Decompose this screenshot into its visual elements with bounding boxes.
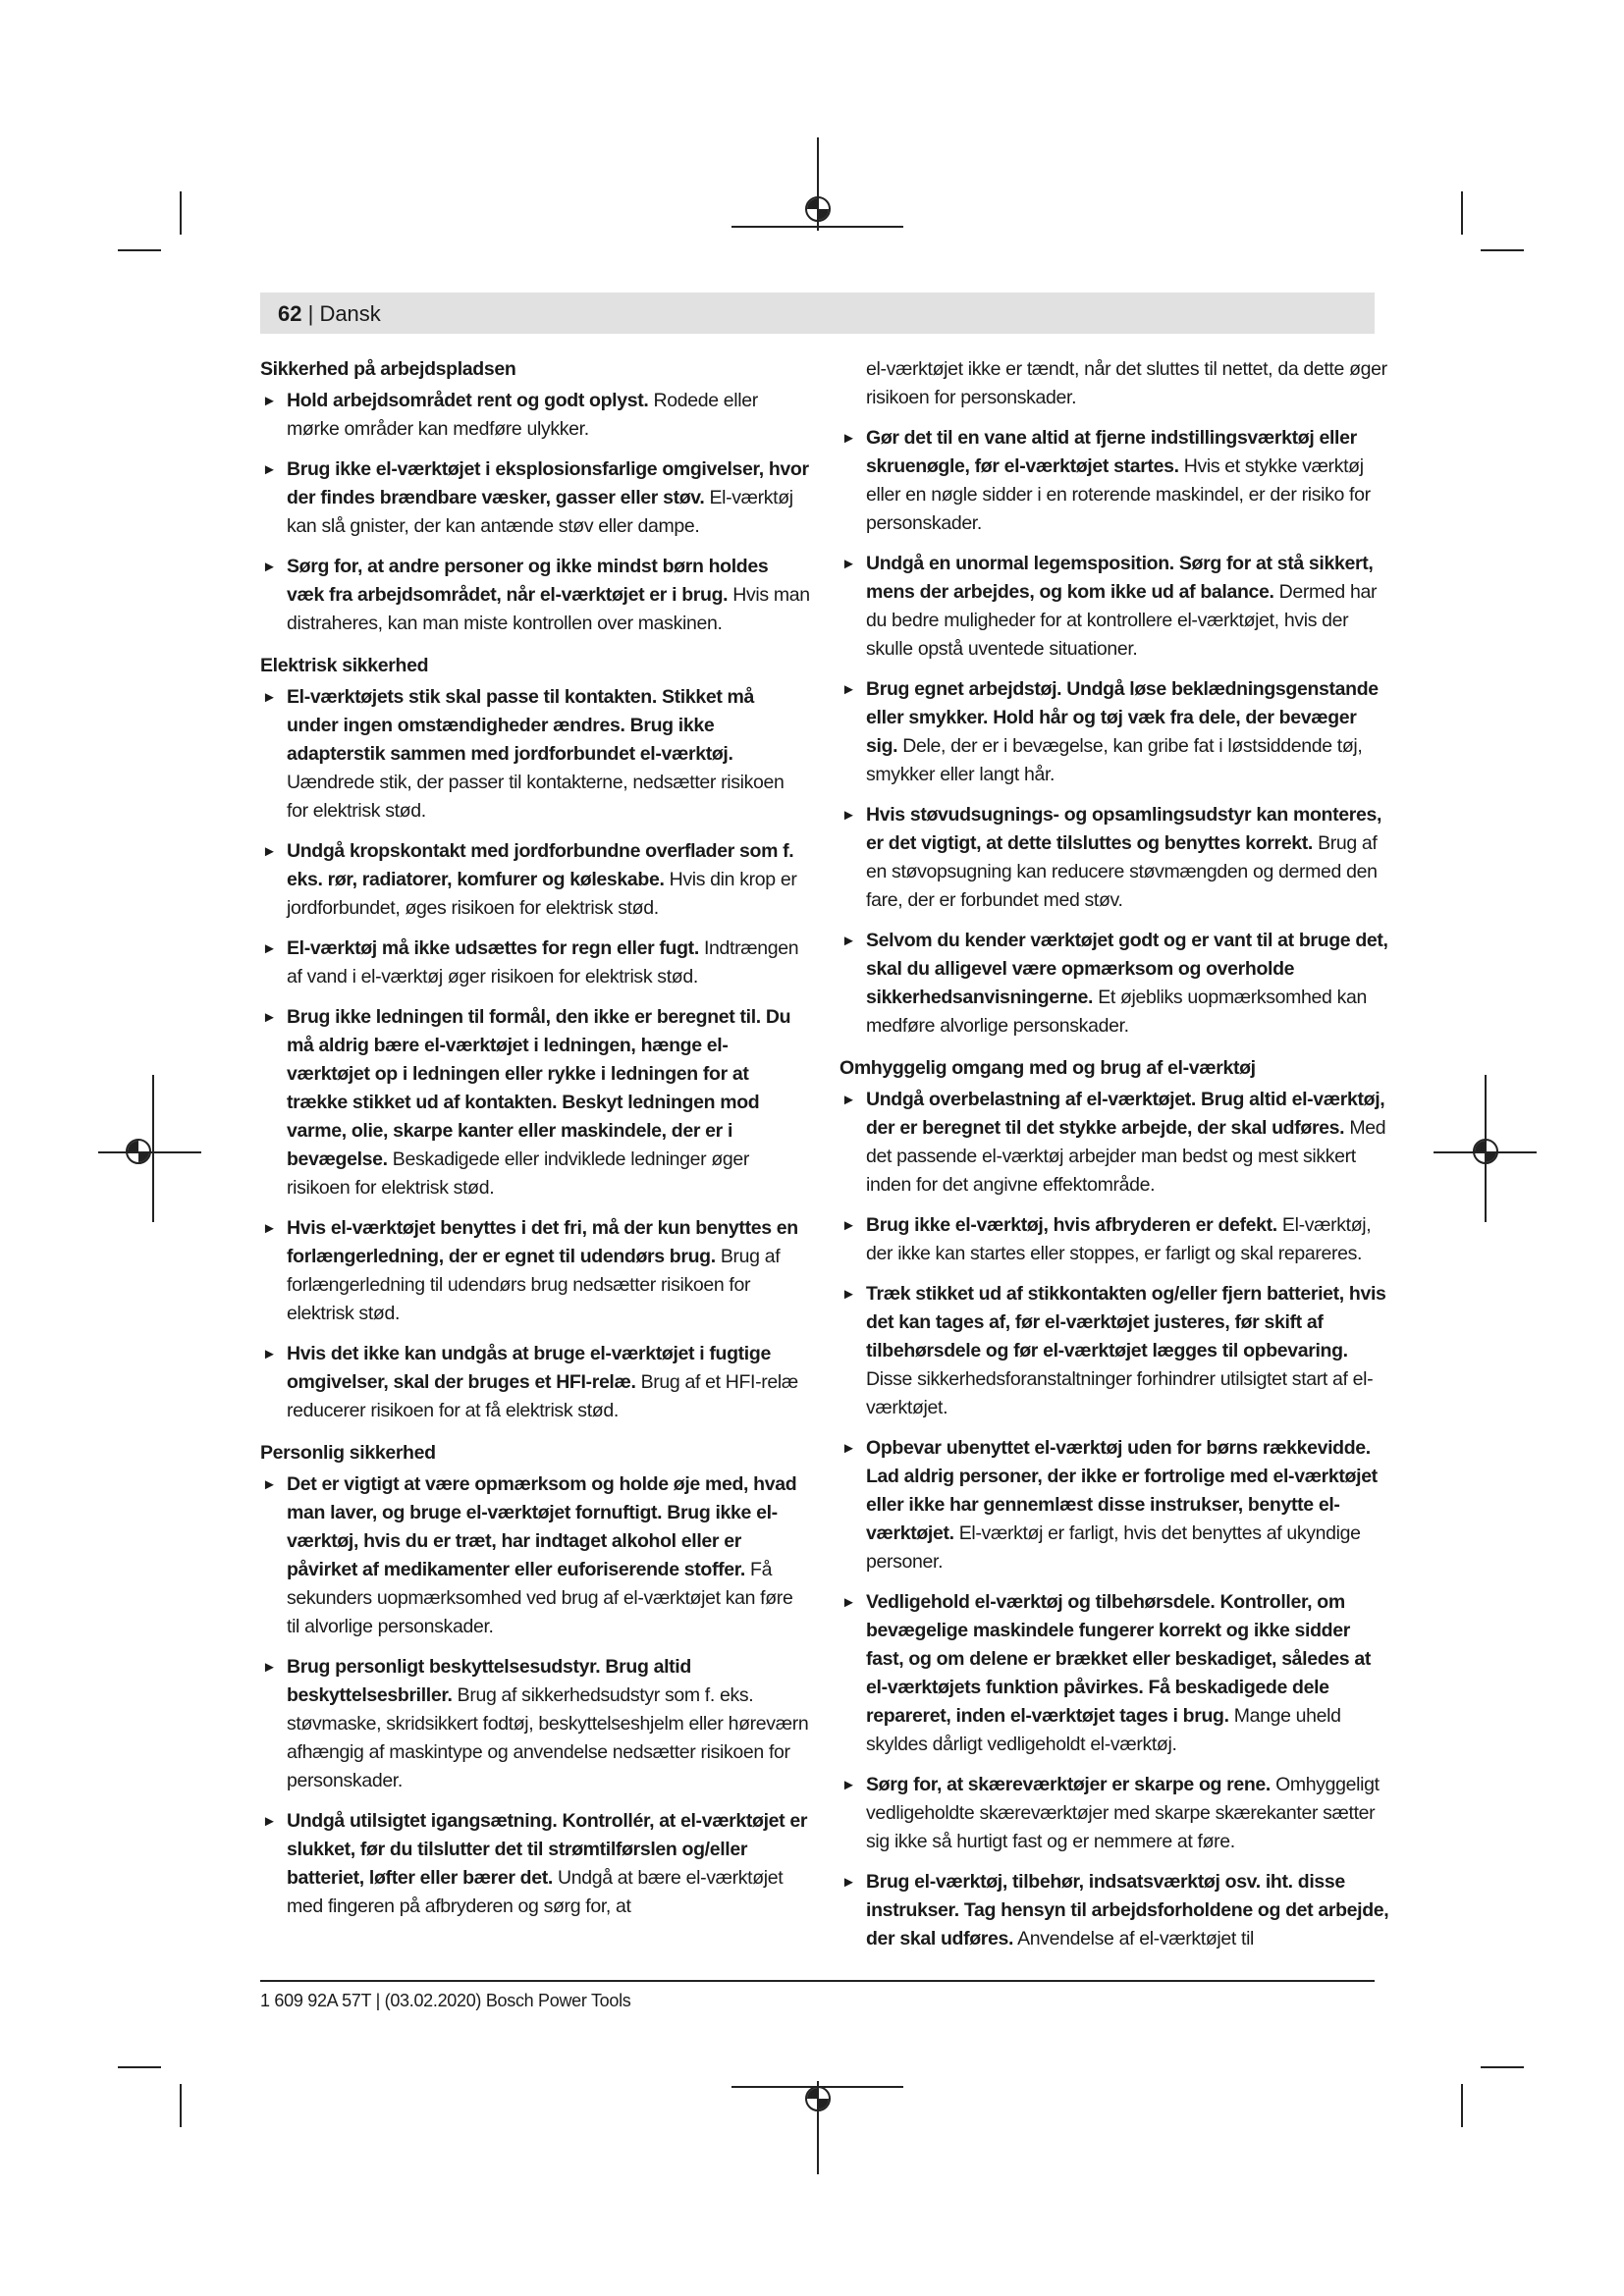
- safety-item: [839, 1280, 1389, 1422]
- item-bold: Gør det til en vane altid at fjerne indstillingsværktøj eller skruenøgle, før el-værktøjet startes.: [866, 427, 1357, 477]
- item-bold: Sørg for, at andre personer og ikke mindst børn holdes væk fra arbejdsområdet, når el-værktøjet er i brug.: [287, 556, 769, 606]
- safety-item: [260, 1214, 810, 1328]
- safety-item: [839, 1588, 1389, 1759]
- item-text: Indtrængen af vand i el-værktøj øger risikoen for elektrisk stød.: [287, 937, 799, 988]
- registration-target-icon: [805, 196, 831, 222]
- item-bold: Hvis det ikke kan undgås at bruge el-værktøjet i fugtige omgivelser, skal der bruges et HFI-relæ.: [287, 1343, 771, 1393]
- item-bold: Selvom du kender værktøjet godt og er vant til at bruge det, skal du alligevel være opmærksom og overholde sikkerhedsanvisningerne.: [866, 930, 1388, 1008]
- safety-item: [260, 934, 810, 991]
- registration-line: [731, 226, 903, 228]
- item-text: Hvis din krop er jordforbundet, øges risikoen for elektrisk stød.: [287, 869, 797, 919]
- item-bold: Undgå kropskontakt med jordforbundne overflader som f. eks. rør, radiatorer, komfurer og køleskabe.: [287, 840, 794, 890]
- item-text: Brug af et HFI-relæ reducerer risikoen for at få elektrisk stød.: [287, 1371, 798, 1421]
- item-bold: Vedligehold el-værktøj og tilbehørsdele. Kontroller, om bevægelige maskindele fungerer korrekt og ikke sidder fast, og om delene er brækket eller beskadiget, således at el-værktøjets funktion påvirkes. Få beskadigede dele repareret, inden el-værktøjet tages i brug.: [866, 1591, 1371, 1727]
- safety-item: [260, 683, 810, 826]
- item-text: Hvis et stykke værktøj eller en nøgle sidder i en roterende maskindel, er der risiko for personskader.: [866, 455, 1371, 534]
- safety-item: [839, 1211, 1389, 1268]
- safety-item: [839, 1771, 1389, 1856]
- crop-mark: [1461, 2084, 1463, 2127]
- item-bold: Opbevar ubenyttet el-værktøj uden for børns rækkevidde. Lad aldrig personer, der ikke er fortrolige med el-værktøjet eller ikke har gennemlæst disse instrukser, benytte el-værktøjet.: [866, 1437, 1378, 1544]
- item-bold: Træk stikket ud af stikkontakten og/eller fjern batteriet, hvis det kan tages af, før el-værktøjet justeres, før skift af tilbehørsdele og før el-værktøjet lægges til opbevaring.: [866, 1283, 1386, 1362]
- item-text: Rodede eller mørke områder kan medføre ulykker.: [287, 390, 758, 440]
- page-header-bar: [260, 293, 1375, 334]
- item-bold: Brug ikke el-værktøj, hvis afbryderen er defekt.: [866, 1214, 1277, 1236]
- crop-mark: [180, 191, 182, 235]
- item-bold: Undgå en unormal legemsposition. Sørg for at stå sikkert, mens der arbejdes, og kom ikke ud af balance.: [866, 553, 1374, 603]
- continued-text: el-værktøjet ikke er tændt, når det sluttes til nettet, da dette øger risikoen for personskader.: [866, 358, 1387, 408]
- page-footer: 1 609 92A 57T | (03.02.2020) Bosch Power Tools: [260, 1991, 631, 2010]
- safety-item: [260, 1807, 810, 1921]
- section-heading: Elektrisk sikkerhed: [260, 655, 429, 676]
- item-bold: Brug personligt beskyttelsesudstyr. Brug altid beskyttelsesbriller.: [287, 1656, 691, 1706]
- item-text: Brug af sikkerhedsudstyr som f. eks. støvmaske, skridsikkert fodtøj, beskyttelseshjelm eller høreværn afhængig af maskintype og anvendelse nedsætter risikoen for personskader.: [287, 1684, 809, 1791]
- crop-mark: [118, 249, 161, 251]
- header-separator: |: [301, 301, 320, 326]
- item-bold: Brug ikke el-værktøjet i eksplosionsfarlige omgivelser, hvor der findes brændbare væsker, gasser eller støv.: [287, 458, 809, 508]
- crop-mark: [1461, 191, 1463, 235]
- item-bold: Undgå overbelastning af el-værktøjet. Brug altid el-værktøj, der er beregnet til det stykke arbejde, der skal udføres.: [866, 1089, 1385, 1139]
- right-column: [839, 355, 1389, 1965]
- item-text: Undgå at bære el-værktøjet med fingeren på afbryderen og sørg for, at: [287, 1867, 784, 1917]
- footer-rule: [260, 1980, 1375, 1982]
- item-text: Uændrede stik, der passer til kontakterne, nedsætter risikoen for elektrisk stød.: [287, 772, 785, 822]
- registration-target-icon: [1473, 1139, 1498, 1164]
- registration-line: [152, 1075, 154, 1222]
- item-bold: Brug egnet arbejdstøj. Undgå løse beklædningsgenstande eller smykker. Hold hår og tøj væk fra dele, der bevæger sig.: [866, 678, 1379, 757]
- header-language: Dansk: [319, 301, 381, 326]
- crop-mark: [180, 2084, 182, 2127]
- safety-item: [839, 927, 1389, 1041]
- item-bold: Det er vigtigt at være opmærksom og holde øje med, hvad man laver, og bruge el-værktøjet fornuftigt. Brug ikke el-værktøj, hvis du er træt, har indtaget alkohol eller er påvirket af medikamenter eller euforiserende stoffer.: [287, 1473, 797, 1580]
- safety-item: [839, 801, 1389, 915]
- item-text: Et øjebliks uopmærksomhed kan medføre alvorlige personskader.: [866, 987, 1367, 1037]
- safety-item: [839, 550, 1389, 664]
- item-text: El-værktøj, der ikke kan startes eller stoppes, er farligt og skal repareres.: [866, 1214, 1372, 1264]
- item-text: Anvendelse af el-værktøjet til: [1013, 1928, 1255, 1949]
- safety-item: [839, 424, 1389, 538]
- safety-item: [839, 1086, 1389, 1200]
- item-bold: Hold arbejdsområdet rent og godt oplyst.: [287, 390, 649, 411]
- item-text: Hvis man distraheres, kan man miste kontrollen over maskinen.: [287, 584, 810, 634]
- item-text: Omhyggeligt vedligeholdte skæreværktøjer med skarpe skærekanter sætter sig ikke så hurtigt fast og er nemmere at føre.: [866, 1774, 1380, 1852]
- safety-item: [260, 553, 810, 638]
- item-text: Dele, der er i bevægelse, kan gribe fat i løstsiddende tøj, smykker eller langt hår.: [866, 735, 1363, 785]
- item-bold: Sørg for, at skæreværktøjer er skarpe og rene.: [866, 1774, 1271, 1795]
- item-text: Dermed har du bedre muligheder for at kontrollere el-værktøjet, hvis der skulle opstå uventede situationer.: [866, 581, 1378, 660]
- section-heading: Sikkerhed på arbejdspladsen: [260, 358, 516, 380]
- item-text: Med det passende el-værktøj arbejder man bedst og mest sikkert inden for det angivne effektområde.: [866, 1117, 1386, 1196]
- safety-item: [839, 1434, 1389, 1576]
- item-bold: Undgå utilsigtet igangsætning. Kontrollér, at el-værktøjet er slukket, før du tilslutter det til strømtilførslen og/eller batteriet, løfter eller bærer det.: [287, 1810, 808, 1889]
- crop-mark: [1481, 2066, 1524, 2068]
- item-text: El-værktøj kan slå gnister, der kan antænde støv eller dampe.: [287, 487, 793, 537]
- section-heading: Omhyggelig omgang med og brug af el-værktøj: [839, 1057, 1256, 1079]
- item-bold: Hvis støvudsugnings- og opsamlingsudstyr kan monteres, er det vigtigt, at dette tilsluttes og benyttes korrekt.: [866, 804, 1382, 854]
- safety-item: [260, 1470, 810, 1641]
- safety-item: [260, 1653, 810, 1795]
- item-text: Brug af en støvopsugning kan reducere støvmængden og dermed den fare, der er forbundet med støv.: [866, 832, 1378, 911]
- registration-target-icon: [126, 1139, 151, 1164]
- safety-item: [839, 675, 1389, 789]
- item-bold: El-værktøj må ikke udsættes for regn eller fugt.: [287, 937, 699, 959]
- page-number: 62: [278, 301, 302, 326]
- item-text: Brug af forlængerledning til udendørs brug nedsætter risikoen for elektrisk stød.: [287, 1246, 781, 1324]
- safety-item: [260, 455, 810, 541]
- item-bold: Hvis el-værktøjet benyttes i det fri, må der kun benyttes en forlængerledning, der er egnet til udendørs brug.: [287, 1217, 798, 1267]
- safety-item: [839, 1868, 1389, 1953]
- left-column: [260, 355, 810, 1933]
- item-bold: Brug ikke ledningen til formål, den ikke er beregnet til. Du må aldrig bære el-værktøjet i ledningen, hænge el-værktøjet op i ledningen eller rykke i ledningen for at trække stikket ud af kontakten. Beskyt ledningen mod varme, olie, skarpe kanter eller maskindele, der er i bevægelse.: [287, 1006, 791, 1170]
- page-header: [278, 300, 381, 328]
- crop-mark: [1481, 249, 1524, 251]
- safety-item: [260, 1340, 810, 1425]
- item-bold: Brug el-værktøj, tilbehør, indsatsværktøj osv. iht. disse instrukser. Tag hensyn til arbejdsforholdene og det arbejde, der skal udføres.: [866, 1871, 1389, 1949]
- item-text: Mange uheld skyldes dårligt vedligeholdt el-værktøj.: [866, 1705, 1341, 1755]
- crop-mark: [118, 2066, 161, 2068]
- safety-item: [260, 387, 810, 444]
- item-text: El-værktøj er farligt, hvis det benyttes af ukyndige personer.: [866, 1522, 1361, 1573]
- item-text: Beskadigede eller indviklede ledninger øger risikoen for elektrisk stød.: [287, 1148, 750, 1199]
- item-bold: El-værktøjets stik skal passe til kontakten. Stikket må under ingen omstændigheder ændres. Brug ikke adapterstik sammen med jordforbundet el-værktøj.: [287, 686, 755, 765]
- safety-item: [260, 1003, 810, 1202]
- registration-target-icon: [805, 2086, 831, 2111]
- safety-item: [260, 837, 810, 923]
- item-text: Disse sikkerhedsforanstaltninger forhindrer utilsigtet start af el-værktøjet.: [866, 1368, 1374, 1418]
- item-text: Få sekunders uopmærksomhed ved brug af el-værktøjet kan føre til alvorlige personskader.: [287, 1559, 793, 1637]
- section-heading: Personlig sikkerhed: [260, 1442, 436, 1464]
